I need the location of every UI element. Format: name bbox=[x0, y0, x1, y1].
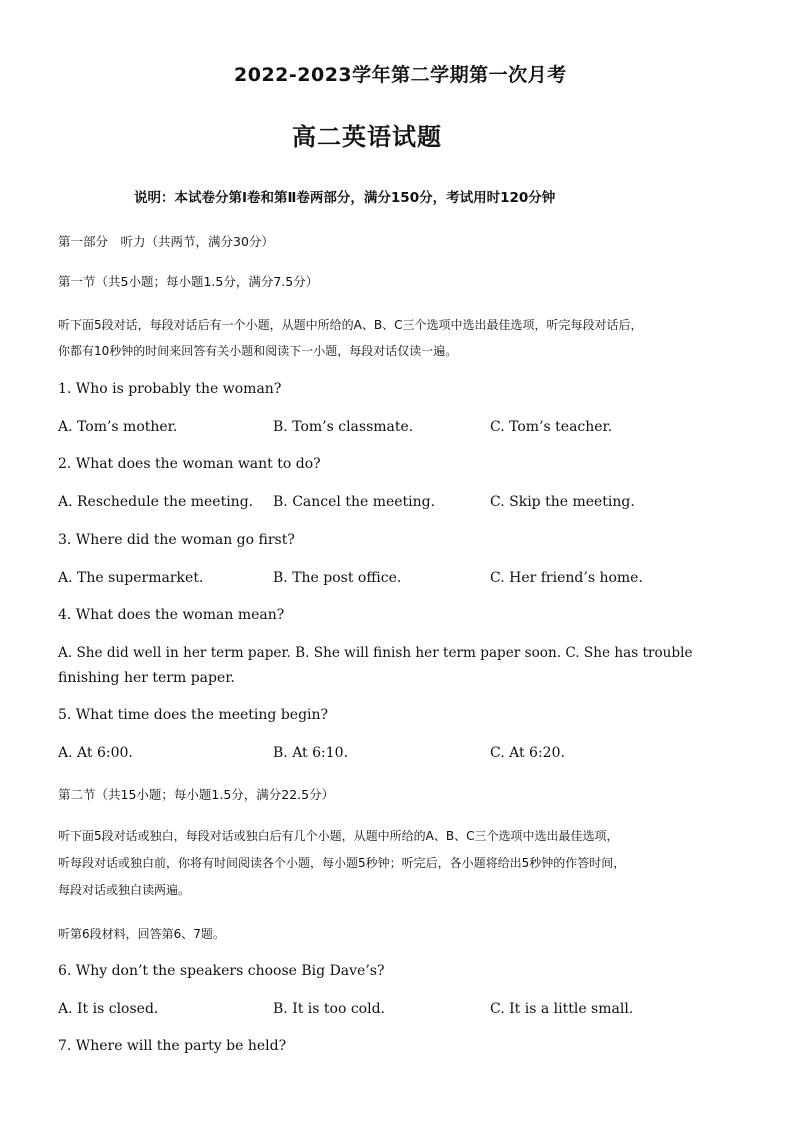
section2-title: 第二节（共15小题；每小题1.5分，满分22.5分） bbox=[58, 787, 335, 802]
question-2-option-b: B. Cancel the meeting. bbox=[273, 494, 436, 510]
question-4-options-line2: finishing her term paper. bbox=[58, 670, 235, 686]
question-3-option-c: C. Her friend’s home. bbox=[490, 570, 643, 586]
part1-title: 第一部分 听力（共两节，满分30分） bbox=[58, 234, 274, 249]
question-3-option-b: B. The post office. bbox=[273, 570, 402, 586]
question-3-option-a: A. The supermarket. bbox=[58, 570, 204, 586]
question-6-option-a: A. It is closed. bbox=[58, 1001, 159, 1017]
question-2-option-c: C. Skip the meeting. bbox=[490, 494, 635, 510]
question-4-options-line1: A. She did well in her term paper. B. She will finish her term paper soon. C. She has trouble bbox=[58, 645, 693, 661]
question-6-option-b: B. It is too cold. bbox=[273, 1001, 385, 1017]
question-5-stem: 5. What time does the meeting begin? bbox=[58, 707, 329, 723]
material-note: 听第6段材料，回答第6、7题。 bbox=[58, 927, 225, 941]
question-2-stem: 2. What does the woman want to do? bbox=[58, 456, 321, 472]
question-5-option-a: A. At 6:00. bbox=[58, 745, 133, 761]
question-2-option-a: A. Reschedule the meeting. bbox=[58, 494, 254, 510]
section2-instruction-line3: 每段对话或独白读两遍。 bbox=[58, 883, 191, 897]
question-1-stem: 1. Who is probably the woman? bbox=[58, 381, 282, 397]
question-6-stem: 6. Why don’t the speakers choose Big Dave’s? bbox=[58, 963, 385, 979]
section1-title: 第一节（共5小题；每小题1.5分，满分7.5分） bbox=[58, 274, 319, 289]
question-4-stem: 4. What does the woman mean? bbox=[58, 607, 285, 623]
subject-title: 高二英语试题 bbox=[292, 123, 442, 151]
question-5-option-b: B. At 6:10. bbox=[273, 745, 349, 761]
section2-instruction-line2: 听每段对话或独白前，你将有时间阅读各个小题，每小题5秒钟；听完后，各小题将给出5秒钟的作答时间， bbox=[58, 856, 626, 870]
question-6-option-c: C. It is a little small. bbox=[490, 1001, 634, 1017]
exam-title: 2022-2023学年第二学期第一次月考 bbox=[234, 64, 567, 86]
question-1-option-c: C. Tom’s teacher. bbox=[490, 419, 613, 435]
question-3-stem: 3. Where did the woman go first? bbox=[58, 532, 295, 548]
exam-note: 说明：本试卷分第Ⅰ卷和第Ⅱ卷两部分，满分150分，考试用时120分钟 bbox=[134, 190, 556, 206]
question-1-option-a: A. Tom’s mother. bbox=[58, 419, 178, 435]
question-1-option-b: B. Tom’s classmate. bbox=[273, 419, 414, 435]
question-5-option-c: C. At 6:20. bbox=[490, 745, 565, 761]
section2-instruction-line1: 听下面5段对话或独白，每段对话或独白后有几个小题，从题中所给的A、B、C三个选项中选出最佳选项， bbox=[58, 829, 619, 843]
section1-instruction-line1: 听下面5段对话，每段对话后有一个小题，从题中所给的A、B、C三个选项中选出最佳选项，听完每段对话后， bbox=[58, 318, 643, 332]
question-7-stem: 7. Where will the party be held? bbox=[58, 1038, 287, 1054]
section1-instruction-line2: 你都有10秒钟的时间来回答有关小题和阅读下一小题，每段对话仅读一遍。 bbox=[58, 344, 458, 358]
